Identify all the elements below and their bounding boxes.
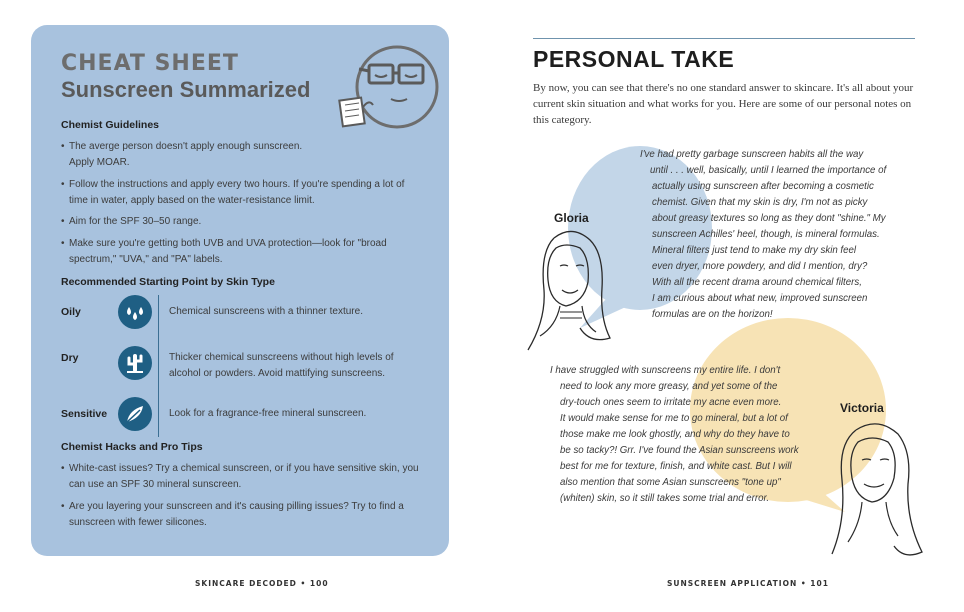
intro-paragraph: By now, you can see that there's no one standard answer to skincare. It's all about your current skin situation and what works for you. Here are some of our personal notes on this category. [533,82,914,126]
skin-type-heading: Recommended Starting Point by Skin Type [61,276,275,288]
skin-text-dry: Thicker chemical sunscreens without high levels of alcohol or powders. Avoid mattifying sunscreens. [169,352,394,379]
gloria-name: Gloria [554,211,589,225]
skin-text-oily: Chemical sunscreens with a thinner texture. [169,306,363,317]
cheat-sheet-title: CHEAT SHEET [61,51,239,76]
chemist-guidelines-heading: Chemist Guidelines [61,119,160,131]
cheat-sheet-subtitle: Sunscreen Summarized [61,77,311,102]
skin-text-sensitive: Look for a fragrance-free mineral sunscreen. [169,408,367,419]
skin-label-sensitive: Sensitive [61,408,108,420]
skin-label-dry: Dry [61,352,79,364]
hack-item: • White-cast issues? Try a chemical sunscreen, or if you have sensitive skin, you can use an SPF 30 mineral sunscreen. [61,461,421,493]
chemist-hacks-heading: Chemist Hacks and Pro Tips [61,441,203,453]
guideline-item: • The averge person doesn't apply enough sunscreen. Apply MOAR. [61,139,421,171]
gloria-portrait-icon [526,226,618,358]
guideline-item: • Make sure you're getting both UVB and UVA protection—look for "broad spectrum," "UVA," and "PA" labels. [61,236,421,268]
victoria-quote: I have struggled with sunscreens my entire life. I don't need to look any more greasy, and yet some of the dry-touch ones seem to irritate my acne even more. It would make sense for me to go mineral, but a lot of those make me look ghostly, and why do they have to be so tacky?! Grr. I've found the Asian sunscreens work best for me for texture, finish, and white cast. But I will also mention that some Asian sunscreens "tone up" (whiten) skin, so it still takes some trial and error. [550,365,799,504]
victoria-portrait-icon [826,420,926,562]
right-folio: SUNSCREEN APPLICATION • 101 [667,579,829,588]
guideline-item: • Follow the instructions and apply every two hours. If you're spending a lot of time in water, apply based on the water-resistance limit. [61,177,421,209]
gloria-quote: I've had pretty garbage sunscreen habits all the way until . . . well, basically, until I learned the importance of actually using sunscreen after becoming a cosmetic chemist. Given that my skin is dry, I'm not as picky about greasy textures so long as they dont "shine." My sunscreen Achilles' heel, though, is mineral formulas. Mineral filters just tend to make my dry skin feel even dryer, more powdery, and did I mention, dry? With all the recent drama around chemical filters, I am curious about what new, improved sunscreen formulas are on the horizon! [640,149,887,320]
victoria-name: Victoria [840,401,884,415]
guideline-item: • Aim for the SPF 30–50 range. [61,214,421,230]
skin-label-oily: Oily [61,306,81,318]
left-folio: SKINCARE DECODED • 100 [195,579,329,588]
page-title: PERSONAL TAKE [533,46,735,72]
hack-item: • Are you layering your sunscreen and it's causing pilling issues? Try to find a sunscreen with fewer silicones. [61,499,421,531]
